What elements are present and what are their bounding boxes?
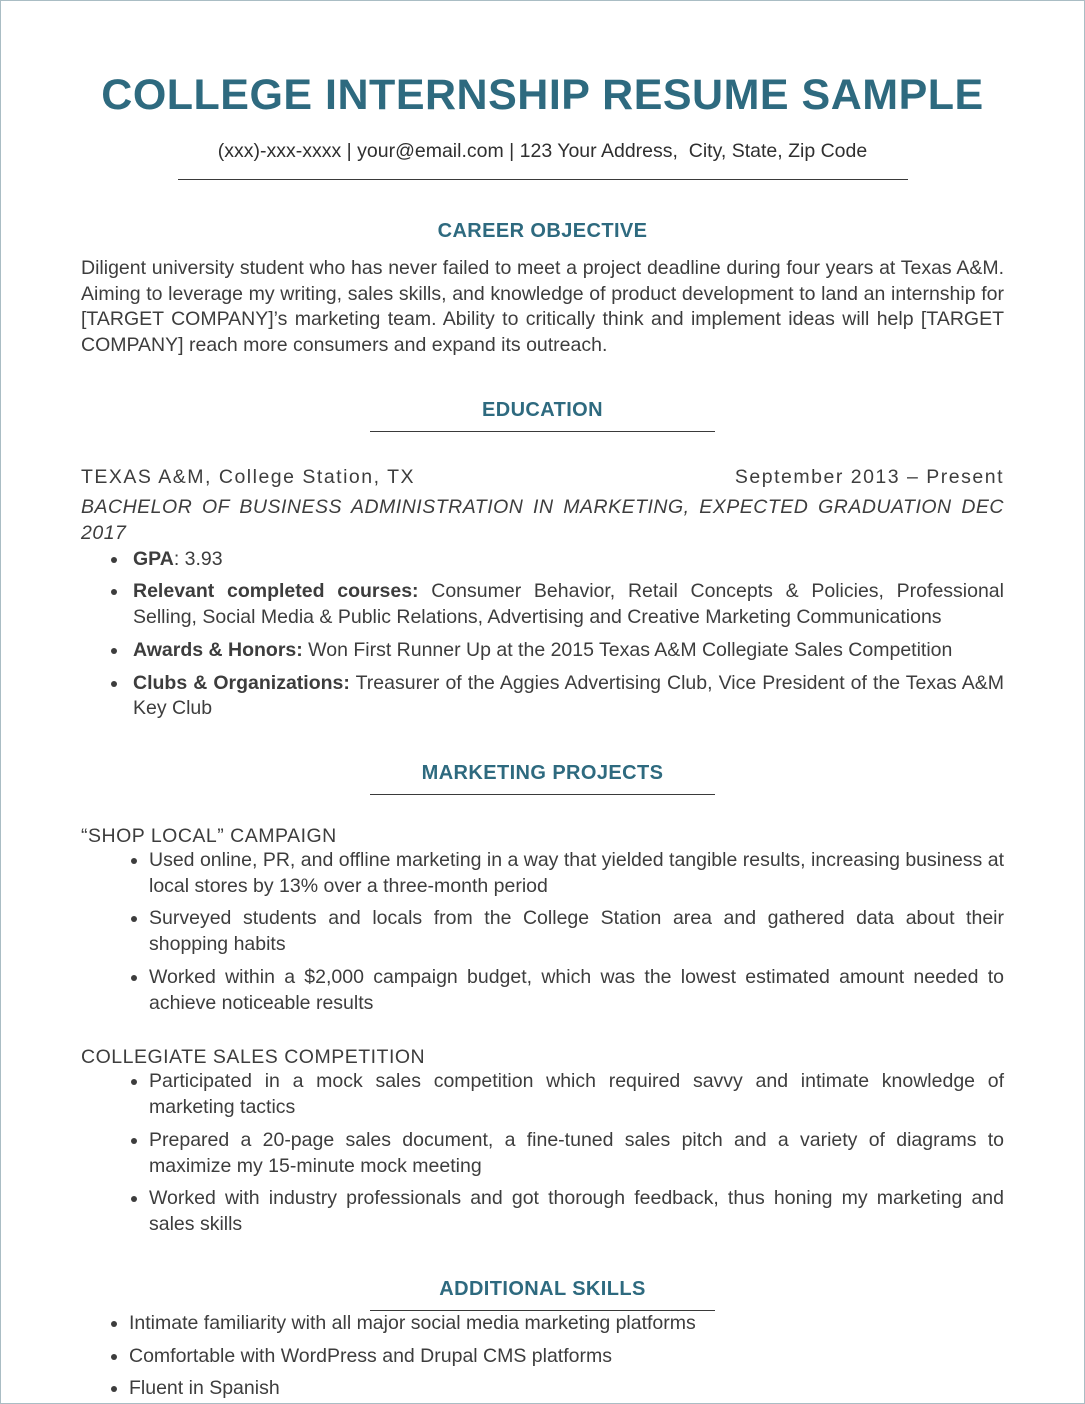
list-item: • Worked within a $2,000 campaign budget, which was the lowest estimated amount needed to achieve noticeable results <box>149 965 1004 1016</box>
contact-line: (xxx)-xxx-xxxx | your@email.com | 123 Your Address, City, State, Zip Code <box>217 140 868 162</box>
subsection-title-sales-competition: COLLEGIATE SALES COMPETITION <box>81 1046 426 1069</box>
bullet-text: Won First Runner Up at the 2015 Texas A&M Collegiate Sales Competition <box>302 638 953 661</box>
education-bullet-list <box>81 547 1004 722</box>
list-item: • Comfortable with WordPress and Drupal CMS platforms <box>129 1344 1004 1370</box>
degree-line: BACHELOR OF BUSINESS ADMINISTRATION IN MARKETING, EXPECTED GRADUATION DEC 2017 <box>81 495 1004 545</box>
bullet-text: Treasurer of the Aggies Advertising Club, Vice President of the Texas A&M Key Club <box>133 671 1004 720</box>
section-heading-education: EDUCATION <box>481 398 603 421</box>
list-item <box>129 671 1004 722</box>
list-item: • Participated in a mock sales competition which required savvy and intimate knowledge of marketing tactics <box>149 1069 1004 1120</box>
bullet-label: Awards & Honors: <box>133 638 303 661</box>
list-item <box>129 638 1004 664</box>
list-item: • Prepared a 20-page sales document, a fine-tuned sales pitch and a variety of diagrams to maximize my 15-minute mock meeting <box>149 1128 1004 1179</box>
contact-divider <box>178 179 908 180</box>
additional-skills-bullet-list <box>81 1311 1004 1402</box>
sales-competition-bullet-list <box>81 1069 1004 1237</box>
subsection-title-shop-local: “SHOP LOCAL” CAMPAIGN <box>81 824 337 847</box>
school-name: TEXAS A&M, College Station, TX <box>81 465 416 488</box>
bullet-label: Relevant completed courses: <box>133 580 419 603</box>
career-objective-text: Diligent university student who has never failed to meet a project deadline during four years at Texas A&M. Aiming to leverage my writing, sales skills, and knowledge of product development to land an internship for [TARGET COMPANY]’s marketing team. Ability to critically think and implement ideas will help [TARGET COMPANY] reach more consumers and expand its outreach. <box>81 257 1004 357</box>
shop-local-bullet-list <box>81 848 1004 1016</box>
list-item: • Fluent in Spanish <box>129 1376 1004 1402</box>
bullet-label: GPA <box>133 547 174 570</box>
education-divider <box>370 431 715 432</box>
list-item: • Surveyed students and locals from the College Station area and gathered data about their shopping habits <box>149 906 1004 957</box>
resume-title: COLLEGE INTERNSHIP RESUME SAMPLE <box>101 71 984 119</box>
section-heading-marketing-projects: MARKETING PROJECTS <box>421 761 664 784</box>
bullet-label: Clubs & Organizations: <box>133 671 350 694</box>
list-item <box>129 547 1004 573</box>
list-item: • Worked with industry professionals and got thorough feedback, thus honing my marketing and sales skills <box>149 1186 1004 1237</box>
list-item: • Intimate familiarity with all major social media marketing platforms <box>129 1311 1004 1337</box>
education-dates: September 2013 – Present <box>734 465 1004 488</box>
list-item: • Used online, PR, and offline marketing in a way that yielded tangible results, increasing business at local stores by 13% over a three-month period <box>149 848 1004 899</box>
marketing-projects-divider <box>370 794 715 795</box>
list-item <box>129 579 1004 630</box>
section-heading-additional-skills: ADDITIONAL SKILLS <box>439 1277 646 1300</box>
bullet-text: : 3.93 <box>173 547 223 570</box>
education-school-row <box>81 466 1004 489</box>
bullet-text: Consumer Behavior, Retail Concepts & Policies, Professional Selling, Social Media & Public Relations, Advertising and Creative Marketing Communications <box>133 580 1004 629</box>
section-heading-career-objective: CAREER OBJECTIVE <box>437 220 648 242</box>
